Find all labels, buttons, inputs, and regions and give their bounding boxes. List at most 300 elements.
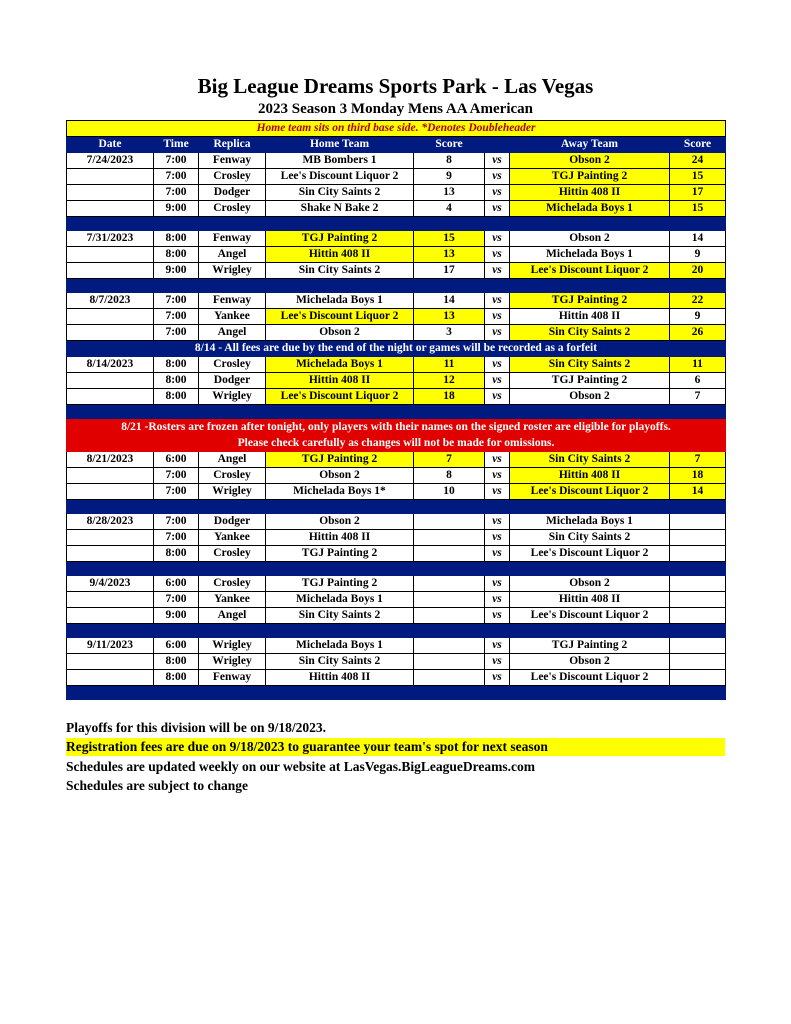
vs-label: vs [485,325,510,341]
home-team: TGJ Painting 2 [266,231,414,247]
separator-cell [414,624,485,638]
separator-cell [414,405,485,419]
game-row [67,185,726,201]
home-team: Hittin 408 II [266,530,414,546]
separator-cell [266,686,414,700]
away-team: Hittin 408 II [510,309,670,325]
game-replica: Yankee [199,592,266,608]
game-date: 8/21/2023 [67,452,154,468]
away-team: Hittin 408 II [510,185,670,201]
away-score: 6 [670,373,726,389]
game-row [67,389,726,405]
game-row [67,608,726,624]
game-replica: Fenway [199,231,266,247]
game-row [67,231,726,247]
separator-cell [199,562,266,576]
separator-cell [670,624,726,638]
separator-cell [199,500,266,514]
game-replica: Angel [199,325,266,341]
game-replica: Angel [199,247,266,263]
game-replica: Wrigley [199,484,266,500]
game-time: 6:00 [154,638,199,654]
separator-cell [670,217,726,231]
away-score: 14 [670,484,726,500]
away-team: TGJ Painting 2 [510,373,670,389]
game-row [67,263,726,279]
separator-cell [670,405,726,419]
separator-cell [510,562,670,576]
page-title: Big League Dreams Sports Park - Las Vegas [197,74,594,98]
home-score: 18 [414,389,485,405]
column-header-away-team: Away Team [510,137,670,153]
vs-label: vs [485,484,510,500]
website-note: Schedules are updated weekly on our website at LasVegas.BigLeagueDreams.com [66,759,536,774]
vs-label: vs [485,153,510,169]
game-time: 9:00 [154,608,199,624]
vs-label: vs [485,231,510,247]
game-time: 7:00 [154,325,199,341]
home-score [414,654,485,670]
game-date [67,309,154,325]
game-replica: Crosley [199,201,266,217]
game-row [67,309,726,325]
separator-cell [670,686,726,700]
game-date [67,530,154,546]
game-time: 7:00 [154,530,199,546]
game-row [67,654,726,670]
vs-label: vs [485,654,510,670]
vs-label: vs [485,389,510,405]
game-time: 8:00 [154,231,199,247]
home-team: Lee's Discount Liquor 2 [266,169,414,185]
away-team: Michelada Boys 1 [510,514,670,530]
away-team: Sin City Saints 2 [510,530,670,546]
away-score: 14 [670,231,726,247]
week-separator-row [67,624,726,638]
away-score: 17 [670,185,726,201]
away-team: Sin City Saints 2 [510,357,670,373]
registration-note: Registration fees are due on 9/18/2023 to guarantee your team's spot for next season [66,738,725,756]
away-team: Lee's Discount Liquor 2 [510,670,670,686]
home-team: Obson 2 [266,514,414,530]
game-date: 7/24/2023 [67,153,154,169]
home-team: Lee's Discount Liquor 2 [266,309,414,325]
week-separator-row [67,562,726,576]
away-team: Michelada Boys 1 [510,201,670,217]
separator-cell [154,562,199,576]
home-score [414,670,485,686]
away-team: Obson 2 [510,231,670,247]
home-score: 12 [414,373,485,389]
away-score [670,546,726,562]
home-team: Sin City Saints 2 [266,263,414,279]
game-time: 6:00 [154,452,199,468]
home-team: MB Bombers 1 [266,153,414,169]
vs-label: vs [485,468,510,484]
home-team: Sin City Saints 2 [266,185,414,201]
game-replica: Crosley [199,169,266,185]
vs-label: vs [485,452,510,468]
column-header-vs [485,137,510,153]
game-time: 7:00 [154,169,199,185]
game-row [67,169,726,185]
game-time: 8:00 [154,654,199,670]
game-date [67,592,154,608]
game-replica: Fenway [199,153,266,169]
vs-label: vs [485,638,510,654]
game-row [67,638,726,654]
game-time: 8:00 [154,389,199,405]
home-team: Hittin 408 II [266,670,414,686]
away-score: 11 [670,357,726,373]
separator-cell [266,624,414,638]
game-time: 8:00 [154,546,199,562]
away-team: Lee's Discount Liquor 2 [510,484,670,500]
game-date [67,247,154,263]
game-row [67,357,726,373]
game-time: 9:00 [154,263,199,279]
column-header-date: Date [67,137,154,153]
away-score: 18 [670,468,726,484]
separator-cell [67,279,154,293]
separator-cell [199,405,266,419]
home-team-note-row [67,121,726,137]
away-score: 15 [670,169,726,185]
column-header-replica: Replica [199,137,266,153]
separator-cell [67,562,154,576]
separator-cell [485,217,510,231]
game-row [67,468,726,484]
away-score: 20 [670,263,726,279]
game-replica: Wrigley [199,263,266,279]
away-score [670,638,726,654]
game-time: 7:00 [154,309,199,325]
home-team: Obson 2 [266,325,414,341]
game-row [67,670,726,686]
home-score [414,546,485,562]
game-row [67,293,726,309]
separator-cell [154,686,199,700]
vs-label: vs [485,201,510,217]
separator-cell [154,279,199,293]
game-replica: Yankee [199,309,266,325]
home-score: 4 [414,201,485,217]
away-score: 9 [670,309,726,325]
roster-notice-row [67,419,726,452]
home-score: 9 [414,169,485,185]
separator-cell [154,624,199,638]
separator-cell [485,500,510,514]
game-date [67,325,154,341]
separator-cell [414,686,485,700]
game-date [67,185,154,201]
game-replica: Crosley [199,546,266,562]
game-row [67,452,726,468]
away-team: Sin City Saints 2 [510,452,670,468]
separator-cell [670,562,726,576]
home-score: 15 [414,231,485,247]
away-team: TGJ Painting 2 [510,638,670,654]
separator-cell [154,405,199,419]
home-score: 8 [414,153,485,169]
game-row [67,484,726,500]
game-time: 7:00 [154,484,199,500]
separator-cell [199,624,266,638]
game-date: 9/4/2023 [67,576,154,592]
separator-cell [485,405,510,419]
game-date: 8/7/2023 [67,293,154,309]
playoffs-note: Playoffs for this division will be on 9/18/2023. [66,720,327,735]
subject-to-change-note: Schedules are subject to change [66,778,248,793]
home-team: TGJ Painting 2 [266,576,414,592]
home-score: 10 [414,484,485,500]
game-replica: Dodger [199,514,266,530]
separator-cell [510,405,670,419]
separator-cell [67,405,154,419]
game-time: 7:00 [154,293,199,309]
away-team: Obson 2 [510,576,670,592]
game-row [67,247,726,263]
game-time: 8:00 [154,247,199,263]
game-date [67,389,154,405]
week-separator-row [67,217,726,231]
game-replica: Wrigley [199,654,266,670]
away-score [670,530,726,546]
home-score: 13 [414,185,485,201]
separator-cell [670,279,726,293]
game-replica: Wrigley [199,638,266,654]
away-team: Obson 2 [510,654,670,670]
game-time: 8:00 [154,373,199,389]
separator-cell [266,562,414,576]
game-time: 9:00 [154,201,199,217]
game-replica: Crosley [199,576,266,592]
home-team-note: Home team sits on third base side. *Denotes Doubleheader [67,121,726,137]
game-row [67,592,726,608]
vs-label: vs [485,608,510,624]
game-time: 8:00 [154,670,199,686]
away-team: Hittin 408 II [510,592,670,608]
home-team: Sin City Saints 2 [266,608,414,624]
separator-cell [266,279,414,293]
game-time: 8:00 [154,357,199,373]
separator-cell [199,686,266,700]
home-score: 3 [414,325,485,341]
home-team: Michelada Boys 1 [266,357,414,373]
separator-cell [199,217,266,231]
game-date [67,546,154,562]
game-row [67,201,726,217]
separator-cell [266,217,414,231]
away-score [670,670,726,686]
game-row [67,514,726,530]
away-team: Lee's Discount Liquor 2 [510,263,670,279]
game-row [67,153,726,169]
game-row [67,373,726,389]
away-score: 15 [670,201,726,217]
vs-label: vs [485,185,510,201]
home-score [414,514,485,530]
away-team: Sin City Saints 2 [510,325,670,341]
roster-notice-line-2: Please check carefully as changes will not be made for omissions. [237,437,555,449]
game-replica: Angel [199,452,266,468]
game-replica: Dodger [199,373,266,389]
away-team: Obson 2 [510,389,670,405]
vs-label: vs [485,309,510,325]
separator-cell [67,624,154,638]
game-date [67,654,154,670]
separator-cell [154,500,199,514]
vs-label: vs [485,373,510,389]
home-team: Hittin 408 II [266,373,414,389]
away-team: Lee's Discount Liquor 2 [510,546,670,562]
separator-cell [510,686,670,700]
game-date [67,373,154,389]
home-team: Hittin 408 II [266,247,414,263]
home-score [414,576,485,592]
column-header-time: Time [154,137,199,153]
column-header-home-team: Home Team [266,137,414,153]
home-team: Michelada Boys 1* [266,484,414,500]
home-team: TGJ Painting 2 [266,452,414,468]
week-separator-row [67,686,726,700]
schedule-table [66,120,726,700]
game-date [67,670,154,686]
away-team: TGJ Painting 2 [510,169,670,185]
game-replica: Dodger [199,185,266,201]
separator-cell [485,279,510,293]
away-team: Hittin 408 II [510,468,670,484]
roster-notice [67,419,726,452]
separator-cell [485,624,510,638]
home-score [414,530,485,546]
separator-cell [414,500,485,514]
game-date [67,484,154,500]
away-score: 22 [670,293,726,309]
column-header-row [67,137,726,153]
game-row [67,576,726,592]
vs-label: vs [485,546,510,562]
fee-notice-row [67,341,726,357]
game-row [67,546,726,562]
separator-cell [414,217,485,231]
home-team: Michelada Boys 1 [266,592,414,608]
separator-cell [485,562,510,576]
game-date [67,169,154,185]
separator-cell [199,279,266,293]
column-header-away-score: Score [670,137,726,153]
game-row [67,530,726,546]
away-score: 26 [670,325,726,341]
game-replica: Crosley [199,468,266,484]
home-score [414,638,485,654]
vs-label: vs [485,247,510,263]
game-date: 9/11/2023 [67,638,154,654]
separator-cell [485,686,510,700]
column-header-home-score: Score [414,137,485,153]
game-replica: Wrigley [199,389,266,405]
away-score: 9 [670,247,726,263]
vs-label: vs [485,530,510,546]
away-score [670,514,726,530]
away-score [670,592,726,608]
home-score: 13 [414,309,485,325]
game-date [67,263,154,279]
vs-label: vs [485,357,510,373]
away-team: Lee's Discount Liquor 2 [510,608,670,624]
home-score [414,608,485,624]
away-score: 7 [670,452,726,468]
game-time: 7:00 [154,185,199,201]
home-score: 17 [414,263,485,279]
home-score: 11 [414,357,485,373]
separator-cell [510,279,670,293]
home-team: Shake N Bake 2 [266,201,414,217]
page-subtitle: 2023 Season 3 Monday Mens AA American [257,101,533,117]
separator-cell [414,279,485,293]
vs-label: vs [485,576,510,592]
vs-label: vs [485,169,510,185]
away-score: 24 [670,153,726,169]
home-team: Michelada Boys 1 [266,638,414,654]
game-date: 8/28/2023 [67,514,154,530]
home-score: 13 [414,247,485,263]
vs-label: vs [485,263,510,279]
game-replica: Crosley [199,357,266,373]
separator-cell [510,500,670,514]
separator-cell [414,562,485,576]
home-score: 8 [414,468,485,484]
separator-cell [67,686,154,700]
game-row [67,325,726,341]
away-score [670,654,726,670]
game-replica: Yankee [199,530,266,546]
game-replica: Fenway [199,293,266,309]
roster-notice-line-1: 8/21 -Rosters are frozen after tonight, only players with their names on the signed roster are eligible for playoffs. [121,421,671,433]
separator-cell [67,500,154,514]
away-score [670,576,726,592]
vs-label: vs [485,293,510,309]
home-team: Obson 2 [266,468,414,484]
game-time: 7:00 [154,153,199,169]
home-team: TGJ Painting 2 [266,546,414,562]
away-score [670,608,726,624]
separator-cell [670,500,726,514]
away-score: 7 [670,389,726,405]
separator-cell [67,217,154,231]
away-team: TGJ Painting 2 [510,293,670,309]
separator-cell [510,624,670,638]
home-score: 7 [414,452,485,468]
home-team: Lee's Discount Liquor 2 [266,389,414,405]
vs-label: vs [485,670,510,686]
separator-cell [510,217,670,231]
separator-cell [154,217,199,231]
home-team: Sin City Saints 2 [266,654,414,670]
game-replica: Angel [199,608,266,624]
separator-cell [266,405,414,419]
week-separator-row [67,279,726,293]
vs-label: vs [485,592,510,608]
game-time: 6:00 [154,576,199,592]
home-team: Michelada Boys 1 [266,293,414,309]
game-date [67,468,154,484]
vs-label: vs [485,514,510,530]
home-score: 14 [414,293,485,309]
game-time: 7:00 [154,592,199,608]
game-time: 7:00 [154,514,199,530]
separator-cell [266,500,414,514]
